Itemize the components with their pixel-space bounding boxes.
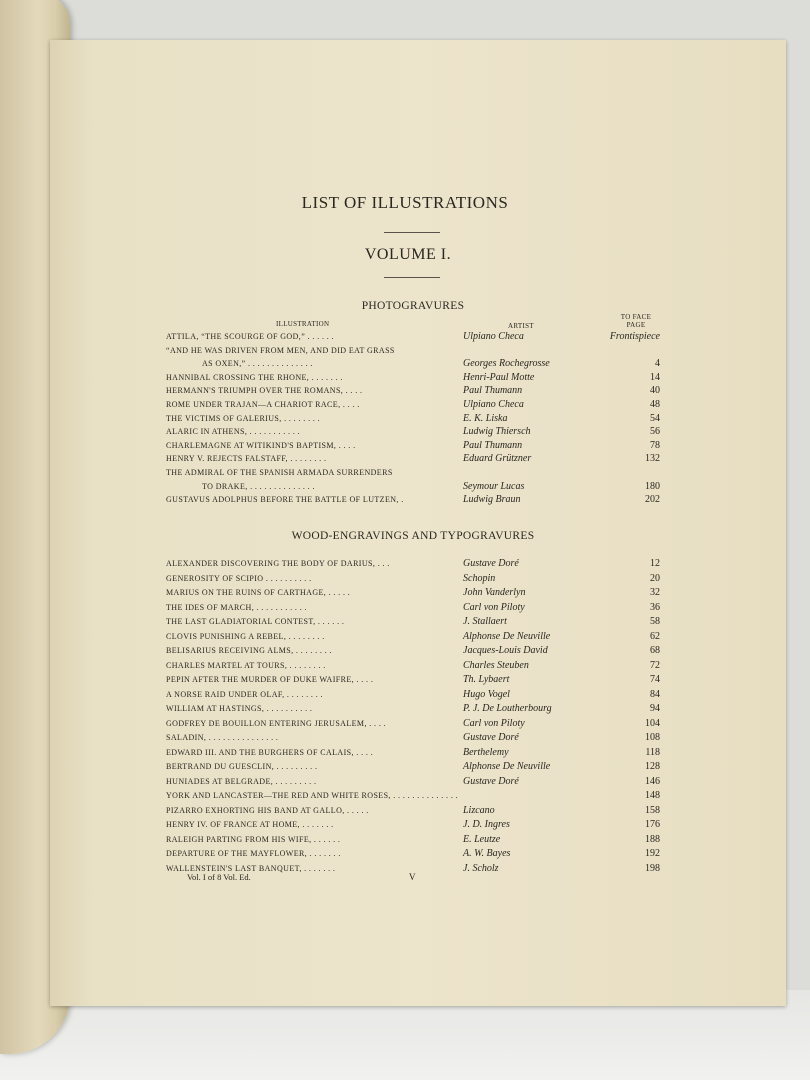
illustration-title: DEPARTURE OF THE MAYFLOWER, . . . . . . . — [166, 849, 341, 858]
page-number: 148 — [645, 790, 660, 801]
list-item — [166, 601, 660, 615]
illustration-title: “AND HE WAS DRIVEN FROM MEN, AND DID EAT GRASS — [166, 345, 395, 355]
illustration-title: RALEIGH PARTING FROM HIS WIFE, . . . . . . — [166, 834, 341, 844]
page-number: 128 — [645, 761, 660, 772]
artist-name: Seymour Lucas — [463, 480, 525, 492]
page-number: 108 — [645, 732, 660, 743]
page-number: 180 — [645, 480, 660, 492]
artist-name: Charles Steuben — [463, 659, 529, 671]
page-number: 48 — [650, 399, 660, 410]
illustration-title: HERMANN'S TRIUMPH OVER THE ROMANS, . . . . — [166, 386, 363, 396]
page-number: 4 — [655, 358, 660, 370]
artist-name: Gustave Doré — [463, 775, 519, 787]
illustration-title: CLOVIS PUNISHING A REBEL, . . . . . . . . — [166, 631, 325, 641]
section-heading-photogravures: PHOTOGRAVURES — [361, 300, 465, 312]
page-number: 14 — [650, 371, 660, 383]
artist-name: P. J. De Loutherbourg — [463, 703, 552, 714]
list-item — [166, 789, 660, 803]
list-item — [166, 412, 660, 426]
list-item — [166, 746, 660, 760]
page-number: 176 — [645, 819, 660, 830]
list-item — [166, 572, 660, 586]
illustration-title: PEPIN AFTER THE MURDER OF DUKE WAIFRE, . . . . — [166, 675, 374, 684]
illustration-title: THE IDES OF MARCH, . . . . . . . . . . . — [166, 602, 307, 612]
page-number: 146 — [645, 775, 660, 787]
illustration-title: A NORSE RAID UNDER OLAF, . . . . . . . . — [166, 689, 323, 699]
artist-name: Ulpiano Checa — [463, 399, 524, 410]
list-item — [166, 731, 660, 745]
volume-title: VOLUME I. — [364, 246, 452, 263]
artist-name: Carl von Piloty — [463, 717, 525, 729]
section-heading-wood-engravings: WOOD-ENGRAVINGS AND TYPOGRAVURES — [291, 530, 535, 542]
illustration-title: THE VICTIMS OF GALERIUS, . . . . . . . . — [166, 413, 321, 423]
illustration-title: ALARIC IN ATHENS, . . . . . . . . . . . — [166, 427, 301, 437]
illustration-title: THE LAST GLADIATORIAL CONTEST, . . . . . . — [166, 617, 345, 626]
artist-name: Henri-Paul Motte — [463, 371, 535, 383]
list-item — [166, 330, 660, 344]
illustration-title: THE ADMIRAL OF THE SPANISH ARMADA SURRENDERS — [166, 468, 393, 477]
illustration-title: HENRY IV. OF FRANCE AT HOME, . . . . . . . — [166, 820, 334, 829]
page-number: 78 — [650, 439, 660, 451]
artist-name: John Vanderlyn — [463, 587, 526, 598]
illustration-title: TO DRAKE, . . . . . . . . . . . . . . — [202, 481, 315, 491]
illustration-title: GENEROSITY OF SCIPIO . . . . . . . . . . — [166, 573, 312, 583]
page-number: 74 — [650, 674, 660, 685]
page-number: 40 — [650, 385, 660, 397]
page-number: 36 — [650, 601, 660, 613]
artist-name: J. D. Ingres — [463, 819, 510, 830]
page-number: Frontispiece — [609, 331, 660, 342]
list-item — [166, 480, 660, 494]
artist-name: Ludwig Braun — [463, 494, 521, 506]
illustration-title: CHARLES MARTEL AT TOURS, . . . . . . . . — [166, 660, 326, 670]
page-number: 20 — [650, 572, 660, 584]
list-item — [166, 630, 660, 644]
artist-name: Alphonse De Neuville — [463, 630, 551, 642]
page-number: 158 — [645, 804, 660, 816]
list-item — [166, 439, 660, 453]
illustration-title: WILLIAM AT HASTINGS, . . . . . . . . . . — [166, 704, 313, 713]
illustration-title: ATTILA, “THE SCOURGE OF GOD,” . . . . . . — [166, 332, 334, 341]
page-number: 72 — [650, 659, 660, 671]
illustration-title: GODFREY DE BOUILLON ENTERING JERUSALEM, . . . . — [166, 718, 387, 728]
list-item — [166, 659, 660, 673]
page-number: 188 — [645, 833, 660, 845]
title-rule — [384, 232, 440, 233]
illustration-title: HUNIADES AT BELGRADE, . . . . . . . . . — [166, 776, 317, 786]
page-number: 94 — [650, 703, 660, 714]
list-item — [166, 425, 660, 439]
artist-name: J. Stallaert — [463, 616, 507, 627]
page-number: 84 — [650, 688, 660, 700]
list-item — [166, 357, 660, 371]
illustration-title: ALEXANDER DISCOVERING THE BODY OF DARIUS, . . . — [166, 559, 390, 568]
artist-name: Paul Thumann — [463, 385, 523, 397]
artist-name: Ulpiano Checa — [463, 331, 524, 342]
artist-name: Gustave Doré — [463, 732, 519, 743]
page-number: 62 — [650, 630, 660, 642]
list-item — [166, 466, 660, 480]
column-header-illustration: ILLUSTRATION — [276, 320, 330, 328]
list-item — [166, 688, 660, 702]
illustration-title: AS OXEN,” . . . . . . . . . . . . . . — [202, 359, 313, 369]
column-header-artist: ARTIST — [508, 322, 534, 330]
illustration-title: YORK AND LANCASTER—THE RED AND WHITE ROSES, . . . . . . . . . . . . . . — [166, 791, 459, 800]
list-item — [166, 615, 660, 629]
page-title: LIST OF ILLUSTRATIONS — [301, 193, 509, 212]
artist-name: Berthelemy — [463, 746, 509, 758]
illustration-title: SALADIN, . . . . . . . . . . . . . . . — [166, 733, 279, 742]
illustration-title: MARIUS ON THE RUINS OF CARTHAGE, . . . . . — [166, 588, 351, 597]
artist-name: Hugo Vogel — [463, 688, 510, 700]
artist-name: Georges Rochegrosse — [463, 358, 550, 370]
list-item — [166, 493, 660, 507]
page-number: 58 — [650, 616, 660, 627]
artist-name: Ludwig Thiersch — [463, 426, 531, 438]
artist-name: Eduard Grützner — [463, 453, 532, 465]
artist-name: Jacques-Louis David — [463, 645, 548, 656]
list-item — [166, 644, 660, 658]
artist-name: Th. Lybaert — [463, 674, 510, 685]
list-item — [166, 847, 660, 861]
page-number: 118 — [645, 746, 660, 758]
list-item — [166, 371, 660, 385]
list-item — [166, 702, 660, 716]
column-header-page: TO FACE PAGE — [620, 313, 652, 329]
page-number: 202 — [645, 494, 660, 506]
illustration-title: WALLENSTEIN'S LAST BANQUET, . . . . . . . — [166, 863, 336, 873]
artist-name: J. Scholz — [463, 862, 499, 874]
list-item — [166, 452, 660, 466]
illustration-title: GUSTAVUS ADOLPHUS BEFORE THE BATTLE OF LUTZEN, . — [166, 495, 404, 505]
list-item — [166, 775, 660, 789]
artist-name: Lizcano — [463, 804, 495, 816]
page-number: 56 — [650, 426, 660, 438]
illustration-title: HANNIBAL CROSSING THE RHONE, . . . . . . . — [166, 372, 343, 382]
artist-name: Schopin — [463, 572, 496, 584]
list-item — [166, 344, 660, 358]
artist-name: E. K. Liska — [463, 412, 508, 424]
illustration-title: HENRY V. REJECTS FALSTAFF, . . . . . . . . — [166, 454, 327, 464]
artist-name: A. W. Bayes — [463, 848, 511, 859]
list-item — [166, 818, 660, 832]
illustration-title: BELISARIUS RECEIVING ALMS, . . . . . . . . — [166, 646, 332, 655]
artist-name: Carl von Piloty — [463, 601, 525, 613]
artist-name: Gustave Doré — [463, 558, 519, 569]
footer-signature: Vol. I of 8 Vol. Ed. — [187, 872, 251, 882]
page-number: 104 — [645, 717, 660, 729]
page-number: 68 — [650, 645, 660, 656]
list-item — [166, 398, 660, 412]
illustration-title: CHARLEMAGNE AT WITIKIND'S BAPTISM, . . . . — [166, 440, 356, 450]
page-number: 12 — [650, 558, 660, 569]
list-item — [166, 586, 660, 600]
footer-page-number: V — [409, 872, 416, 882]
volume-rule — [384, 277, 440, 278]
list-item — [166, 717, 660, 731]
illustration-title: ROME UNDER TRAJAN—A CHARIOT RACE, . . . . — [166, 400, 360, 409]
illustration-title: BERTRAND DU GUESCLIN, . . . . . . . . . — [166, 762, 318, 771]
list-item — [166, 833, 660, 847]
list-item — [166, 760, 660, 774]
page-number: 198 — [645, 862, 660, 874]
list-item — [166, 384, 660, 398]
artist-name: Alphonse De Neuville — [463, 761, 551, 772]
artist-name: E. Leutze — [463, 833, 501, 845]
list-item — [166, 673, 660, 687]
page-number: 32 — [650, 587, 660, 598]
artist-name: Paul Thumann — [463, 439, 523, 451]
page-number: 132 — [645, 453, 660, 465]
illustration-title: EDWARD III. AND THE BURGHERS OF CALAIS, . . . . — [166, 747, 374, 757]
list-item — [166, 557, 660, 571]
list-item — [166, 804, 660, 818]
page-number: 192 — [645, 848, 660, 859]
illustration-title: PIZARRO EXHORTING HIS BAND AT GALLO, . . . . . — [166, 805, 369, 815]
page-number: 54 — [650, 412, 660, 424]
